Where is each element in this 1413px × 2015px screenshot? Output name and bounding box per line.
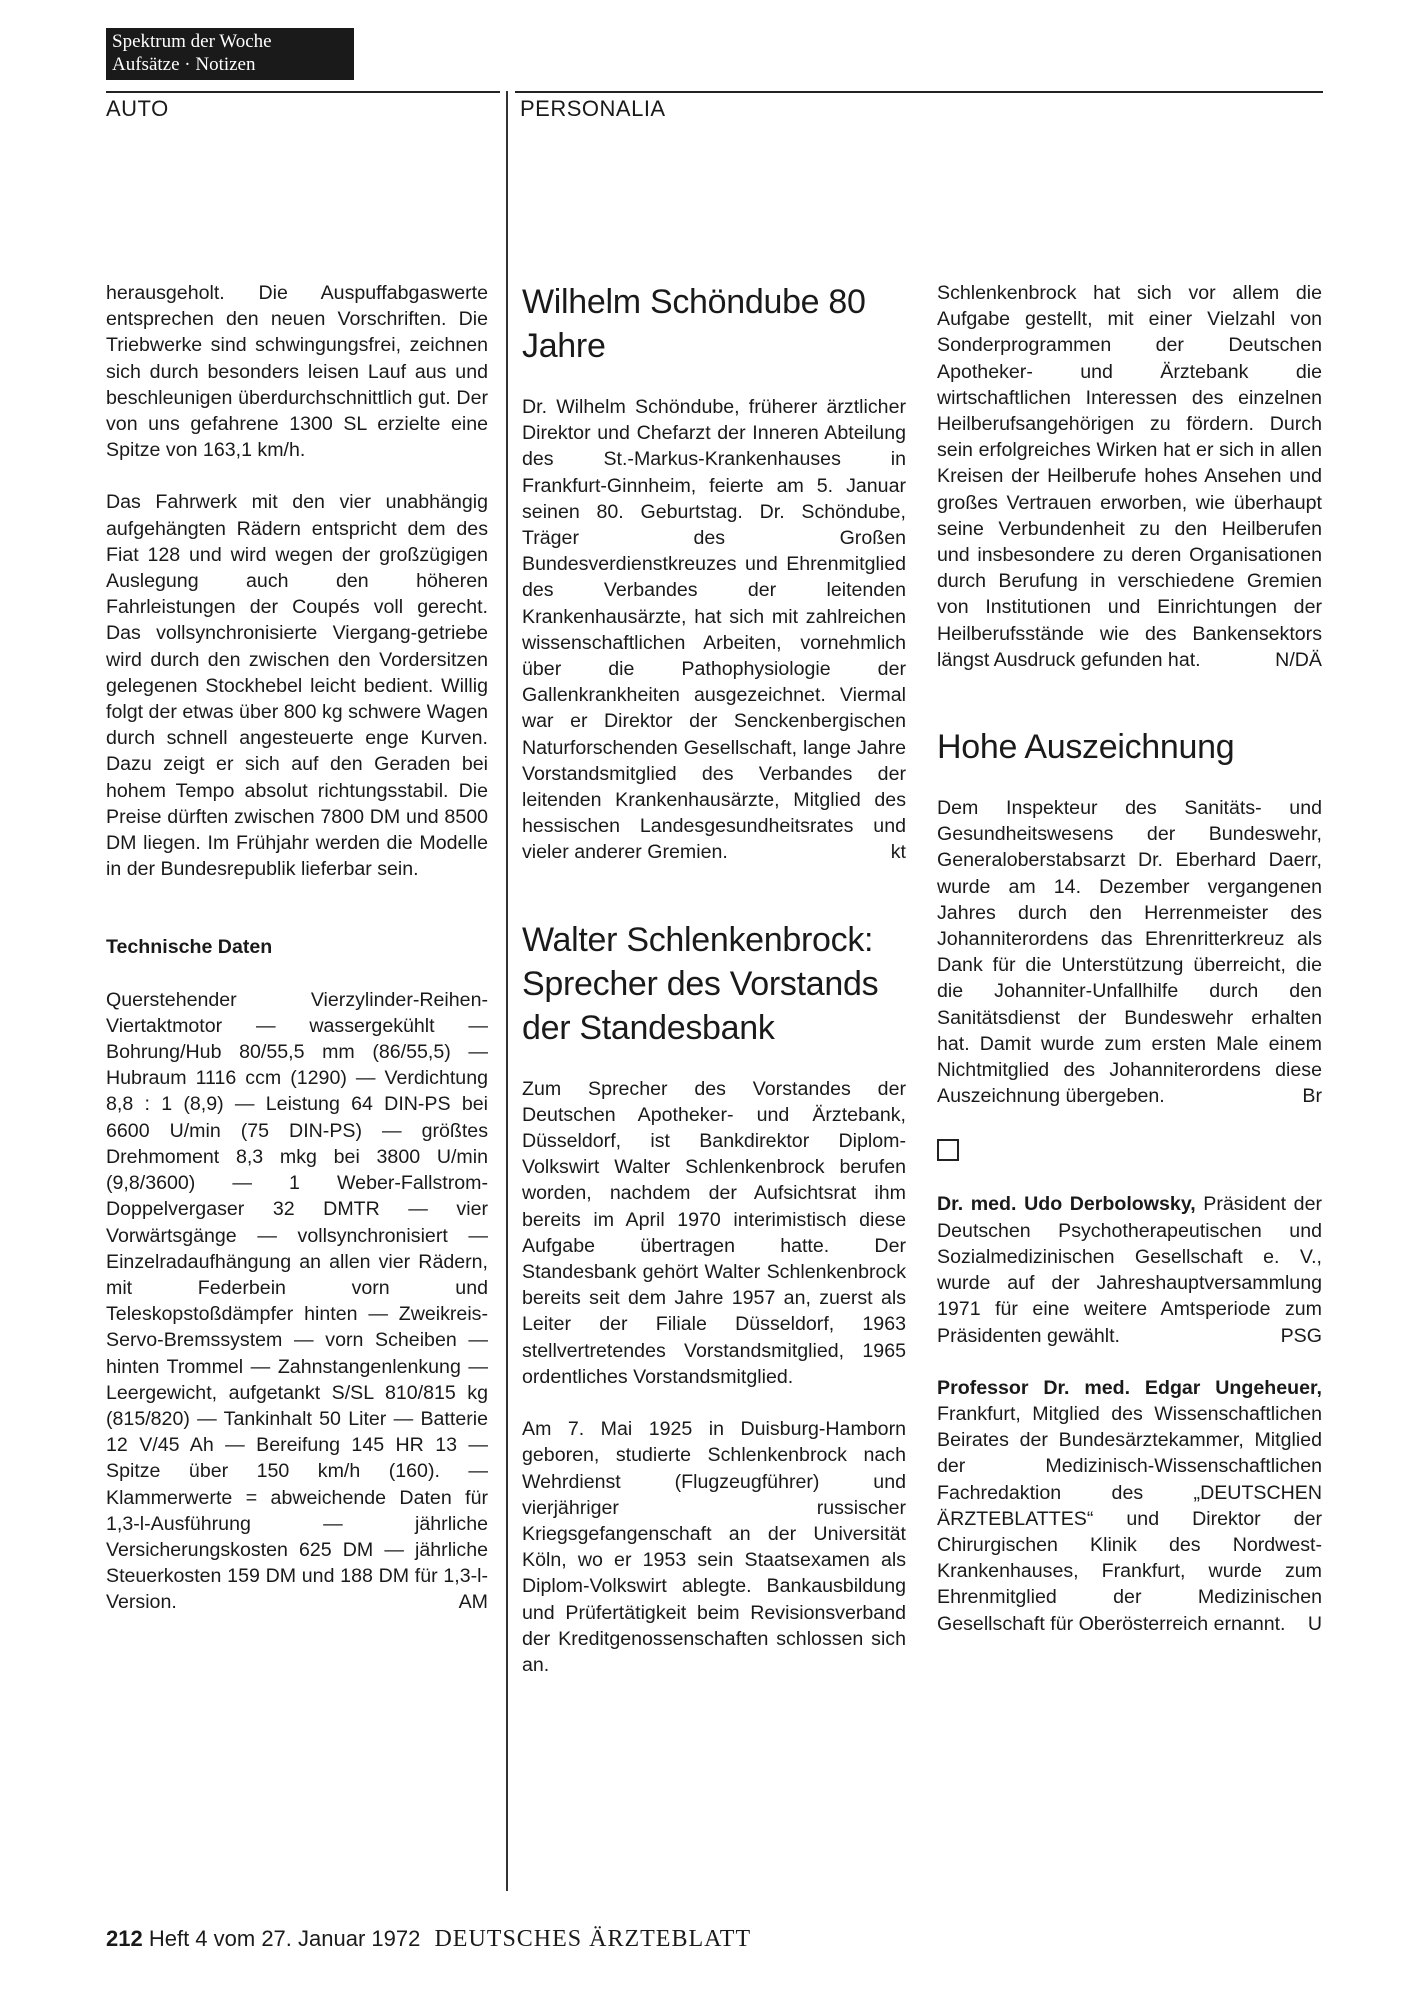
schlenkenbrock-paragraph-2: Am 7. Mai 1925 in Duisburg-Hamborn geboren, studierte Schlenkenbrock nach Wehrdienst (Flugzeugführer) und vierjähriger russischer Kriegsgefangenschaft an der Universität Köln, wo er 1953 sein Staatsexamen als Diplom-Volkswirt ablegte. Bankausbildung und Prüfertätigkeit beim Revisionsverband der Kreditgenossenschaften schlossen sich an. [522, 1418, 906, 1676]
person-name: Professor Dr. med. Edgar Ungeheuer, [937, 1376, 1322, 1399]
author-signature: AM [458, 1591, 488, 1614]
author-signature: U [1307, 1612, 1322, 1635]
section-label-personalia: PERSONALIA [520, 96, 666, 121]
derbolowsky-paragraph [937, 1191, 1322, 1348]
top-rule-left [106, 91, 500, 93]
author-signature: kt [890, 841, 906, 864]
page-footer [106, 1926, 751, 1953]
schoendube-paragraph [522, 394, 906, 866]
auto-paragraph-1: herausgeholt. Die Auspuffabgaswerte entsprechen den neuen Vorschriften. Die Triebwerke sind schwingungsfrei, zeichnen sich durch besonders leisen Lauf aus und beschleunigen überdurchschnittlich gut. Der von uns gefahrene 1300 SL erzielte eine Spitze von 163,1 km/h. [106, 282, 488, 462]
ungeheuer-paragraph [937, 1375, 1322, 1637]
badge-line-1: Spektrum der Woche [112, 31, 272, 52]
author-signature: PSG [1280, 1324, 1322, 1347]
author-signature: Br [1302, 1085, 1322, 1108]
person-name: Dr. med. Udo Derbolowsky, [937, 1193, 1196, 1216]
column-personalia-1 [522, 280, 906, 1678]
derbolowsky-text: Präsident der Deutschen Psychotherapeutischen und Sozialmedizinischen Gesellschaft e. V., wurde auf der Jahreshauptversammlung 1971 für eine weitere Amtsperiode zum Präsidenten gewählt. [937, 1193, 1322, 1347]
column-personalia-2 [937, 280, 1322, 1637]
auto-paragraph-2: Das Fahrwerk mit den vier unabhängig aufgehängten Rädern entspricht dem des Fiat 128 und wird wegen der großzügigen Auslegung auch den höheren Fahrleistungen der Coupés voll gerecht. Das vollsynchronisierte Viergang-getriebe wird durch den zwischen den Vordersitzen gelegenen Stockhebel leicht bedient. Willig folgt der etwas über 800 kg schwere Wagen durch schnell angesteuerte enge Kurven. Dazu zeigt er sich auf den Geraden bei hohem Tempo absolut richtungsstabil. Die Preise dürften zwischen 7800 DM und 8500 DM liegen. Im Frühjahr werden die Modelle in der Bundesrepublik lieferbar sein. [106, 491, 488, 881]
column-auto [106, 280, 488, 1616]
section-badge [106, 28, 354, 80]
separator-box-icon [937, 1139, 959, 1161]
tech-data-paragraph [106, 987, 488, 1616]
tech-data-text: Querstehender Vierzylinder-Reihen-Viertaktmotor — wassergekühlt — Bohrung/Hub 80/55,5 mm (86/55,5) — Hubraum 1116 ccm (1290) — Verdichtung 8,8 : 1 (8,9) — Leistung 64 DIN-PS bei 6600 U/min (75 DIN-PS) — größtes Drehmoment 8,3 mkg bei 3800 U/min (9,8/3600) — 1 Weber-Fallstrom-Doppelvergaser 32 DMTR — vier Vorwärtsgänge — vollsynchronisiert — Einzelradaufhängung an allen vier Rädern, mit Federbein vorn und Teleskopstoßdämpfer hinten — Zweikreis-Servo-Bremssystem — vorn Scheiben — hinten Trommel — Zahnstangenlenkung — Leergewicht, aufgetankt S/SL 810/815 kg (815/820) — Tankinhalt 50 Liter — Batterie 12 V/45 Ah — Bereifung 145 HR 13 — Spitze über 150 km/h (160). — Klammerwerte = abweichende Daten für 1,3-l-Ausführung — jährliche Versicherungskosten 625 DM — jährliche Steuerkosten 159 DM und 188 DM für 1,3-l-Version. [106, 988, 488, 1614]
schlenkenbrock-text: Schlenkenbrock hat sich vor allem die Aufgabe gestellt, mit einer Vielzahl von Sonderprogrammen der Deutschen Apotheker- und Ärztebank die wirtschaftlichen Interessen des einzelnen Heilberufsangehörigen zu fördern. Durch sein erfolgreiches Wirken hat er sich in allen Kreisen der Heilberufe hohes Ansehen und großes Vertrauen erworben, wie überhaupt seine Verbundenheit zu den Heilberufen und insbesondere zu deren Organisationen durch Berufung in verschiedene Gremien von Institutionen und Einrichtungen der Heilberufsstände wie des Bankensektors längst Ausdruck gefunden hat. [937, 282, 1322, 671]
auszeichnung-paragraph [937, 795, 1322, 1109]
author-signature: N/DÄ [1275, 648, 1322, 671]
schlenkenbrock-paragraph-1: Zum Sprecher des Vorstandes der Deutschen Apotheker- und Ärztebank, Düsseldorf, ist Bankdirektor Diplom-Volkswirt Walter Schlenkenbrock berufen worden, nachdem der Aufsichtsrat ihm bereits im April 1970 interimistisch diese Aufgabe übertragen hatte. Der Standesbank gehört Walter Schlenkenbrock bereits seit dem Jahre 1957 an, zuerst als Leiter der Filiale Düsseldorf, 1963 stellvertretendes Vorstandsmitglied, 1965 ordentliches Vorstandsmitglied. [522, 1077, 906, 1388]
top-rule-right [515, 91, 1323, 93]
section-label-auto: AUTO [106, 96, 169, 121]
page-number: 212 [106, 1926, 143, 1951]
issue-info: Heft 4 vom 27. Januar 1972 [148, 1926, 421, 1951]
schoendube-text: Dr. Wilhelm Schöndube, früherer ärztlicher Direktor und Chefarzt der Inneren Abteilung des St.-Markus-Krankenhauses in Frankfurt-Ginnheim, feierte am 5. Januar seinen 80. Geburtstag. Dr. Schöndube, Träger des Großen Bundesverdienstkreuzes und Ehrenmitglied des Verbandes der leitenden Krankenhausärzte, hat sich mit zahlreichen wissenschaftlichen Arbeiten, vornehmlich über die Pathophysiologie der Gallenkrankheiten ausgezeichnet. Viermal war er Direktor der Senckenbergischen Naturforschenden Gesellschaft, lange Jahre Vorstandsmitglied des Verbandes der leitenden Krankenhausärzte, Mitglied des hessischen Landesgesundheitsrates und vieler anderer Gremien. [522, 396, 906, 864]
tech-data-heading: Technische Daten [106, 936, 273, 959]
article-title-schlenkenbrock: Walter Schlenkenbrock: Sprecher des Vorstands der Standesbank [522, 920, 879, 1047]
article-title-auszeichnung: Hohe Auszeichnung [937, 728, 1235, 767]
auszeichnung-text: Dem Inspekteur des Sanitäts- und Gesundheitswesens der Bundeswehr, Generaloberstabsarzt Dr. Eberhard Daerr, wurde am 14. Dezember vergangenen Jahres durch den Herrenmeister des Johanniterordens das Ehrenritterkreuz als Dank für die Unterstützung überreicht, die die Johanniter-Unfallhilfe durch den Sanitätsdienst der Bundeswehr erhalten hat. Damit wurde zum ersten Male einem Nichtmitglied des Johanniterordens diese Auszeichnung übergeben. [937, 797, 1322, 1108]
column-divider [506, 91, 508, 1891]
ungeheuer-text: Frankfurt, Mitglied des Wissenschaftlichen Beirates der Bundesärztekammer, Mitglied der Medizinisch-Wissenschaftlichen Fachredaktion des „DEUTSCHEN ÄRZTEBLATTES“ und Direktor der Chirurgischen Klinik des Nordwest-Krankenhauses, Frankfurt, wurde zum Ehrenmitglied der Medizinischen Gesellschaft für Oberösterreich ernannt. [937, 1402, 1322, 1635]
badge-line-2: Aufsätze · Notizen [112, 54, 256, 75]
schlenkenbrock-paragraph-3 [937, 280, 1322, 673]
journal-name: DEUTSCHES ÄRZTEBLATT [434, 1926, 752, 1952]
article-title-schoendube: Wilhelm Schöndube 80 Jahre [522, 283, 866, 365]
